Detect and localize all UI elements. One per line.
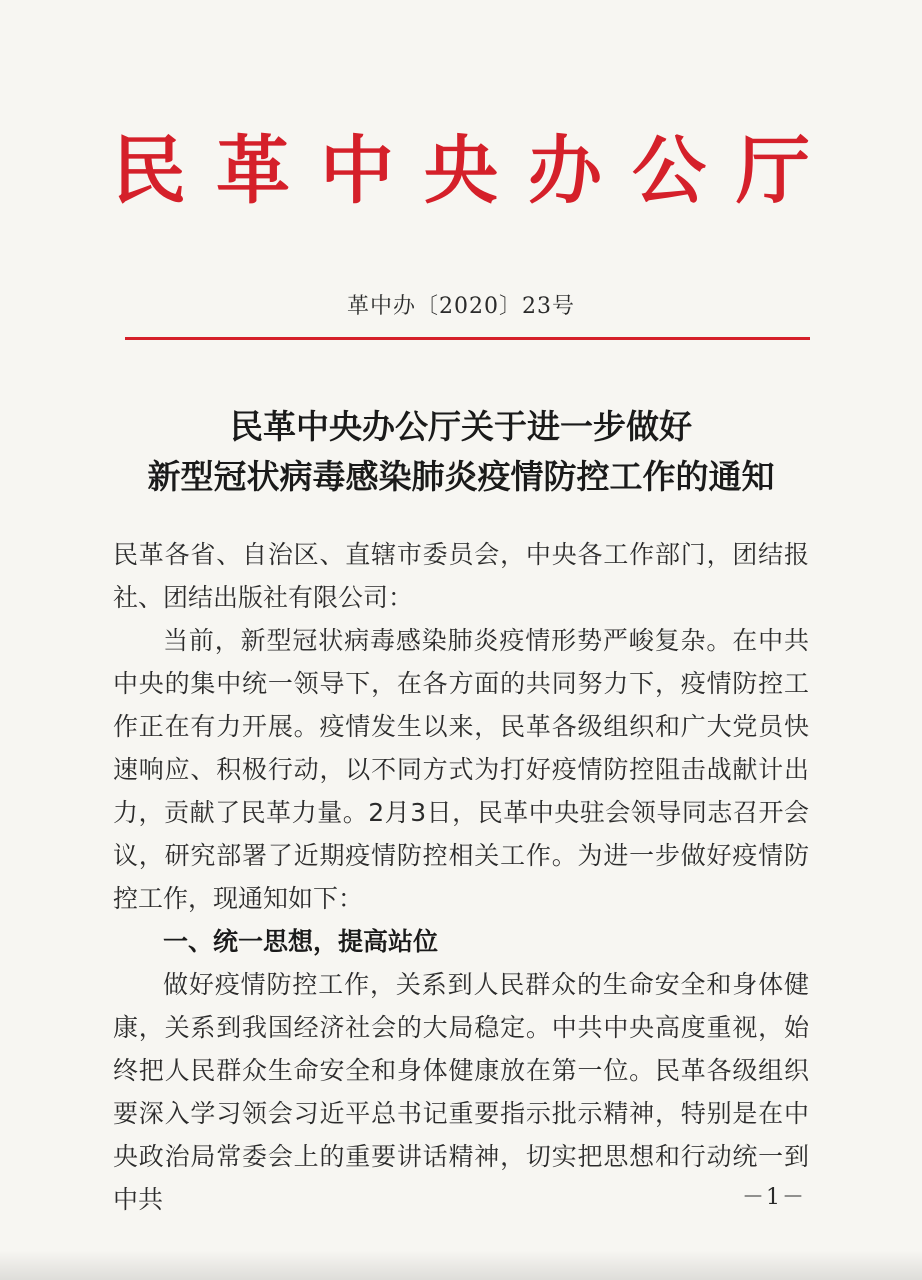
title-line-1: 民革中央办公厅关于进一步做好: [230, 407, 692, 446]
masthead: 民革中央办公厅: [112, 128, 840, 214]
page-bottom-shadow: [0, 1250, 922, 1280]
section-1-heading: 一、统一思想，提高站位: [163, 927, 439, 956]
paragraph-2: 做好疫情防控工作，关系到人民群众的生命安全和身体健康，关系到我国经济社会的大局稳定。中共中央高度重视，始终把人民群众生命安全和身体健康放在第一位。民革各级组织要深入学习领会习近平总书记重要指示批示精神，特别是在中央政治局常委会上的重要讲话精神，切实把思想和行动统一到中共: [113, 970, 809, 1214]
document-number: 革中办〔2020〕23号: [347, 294, 575, 319]
red-divider-rule: [125, 337, 810, 340]
document-body: [113, 533, 809, 1221]
paragraph-1: 当前，新型冠状病毒感染肺炎疫情形势严峻复杂。在中共中央的集中统一领导下，在各方面的共同努力下，疫情防控工作正在有力开展。疫情发生以来，民革各级组织和广大党员快速响应、积极行动，以不同方式为打好疫情防控阻击战献计出力，贡献了民革力量。2月3日，民革中央驻会领导同志召开会议，研究部署了近期疫情防控相关工作。为进一步做好疫情防控工作，现通知如下：: [113, 626, 809, 913]
salutation: 民革各省、自治区、直辖市委员会，中央各工作部门，团结报社、团结出版社有限公司：: [113, 540, 809, 612]
title-line-2: 新型冠状病毒感染肺炎疫情防控工作的通知: [147, 457, 775, 496]
document-title: [0, 402, 922, 502]
page-number: －1－: [742, 1185, 806, 1210]
